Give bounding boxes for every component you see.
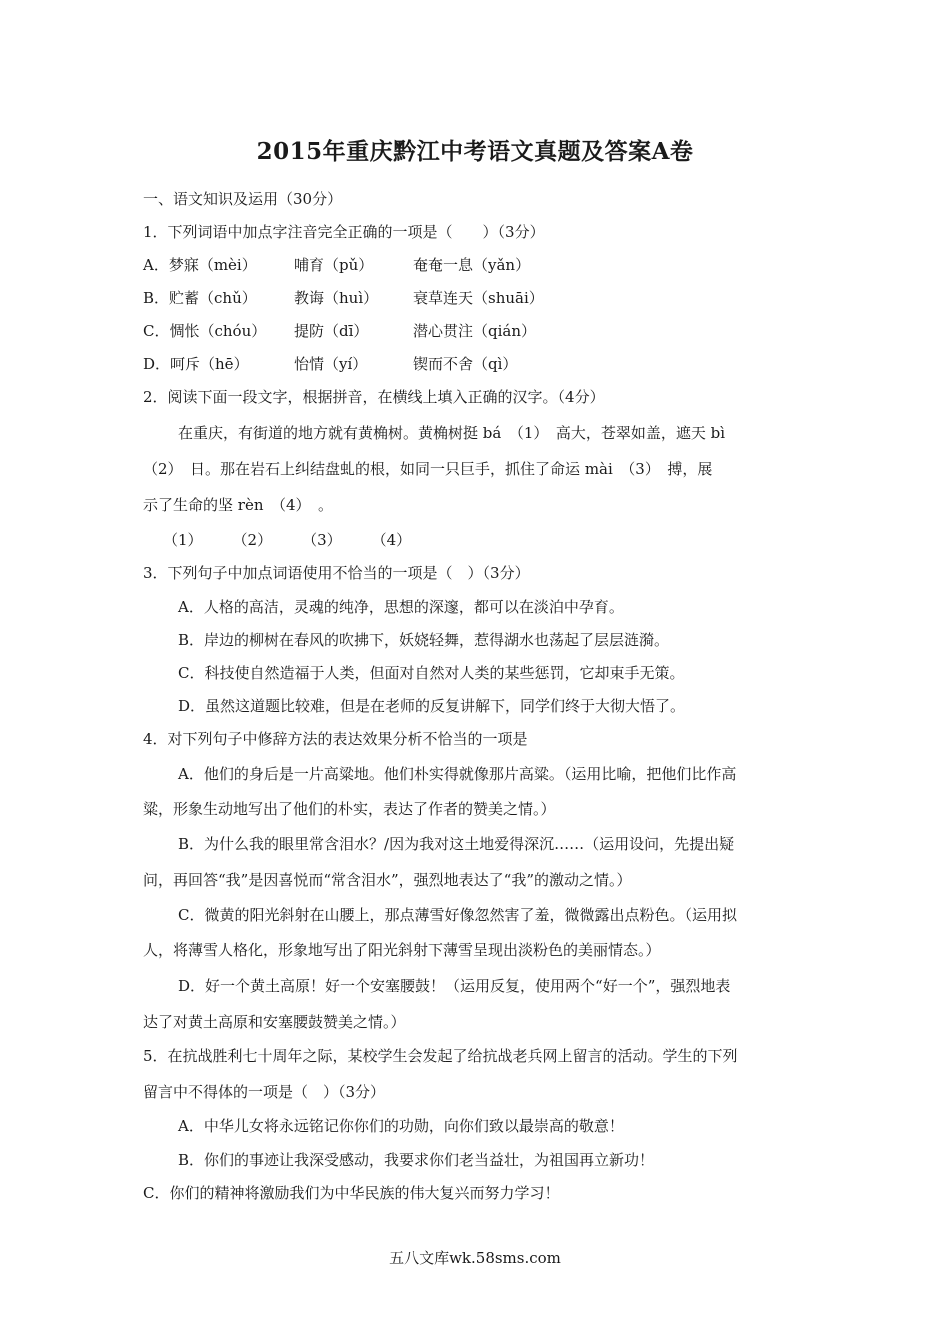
page-footer: 五八文库wk.58sms.com [389,1249,561,1267]
q4-option-a-line-2: 粱，形象生动地写出了他们的朴实，表达了作者的赞美之情。） [143,800,556,818]
section-heading: 一、语文知识及运用（30分） [143,190,343,208]
q3-option-c: C．科技使自然造福于人类，但面对自然对人类的某些惩罚，它却束手无策。 [178,664,685,682]
q5-option-c: C．你们的精神将激励我们为中华民族的伟大复兴而努力学习！ [143,1184,560,1202]
q2-passage-line-3: 示了生命的坚 rèn （4） 。 [143,496,334,514]
q1-option-d-word-2: 怡情（yí） [294,355,368,373]
q1-option-c-word-1: C．惆怅（chóu） [143,322,267,340]
q1-option-a-word-3: 奄奄一息（yǎn） [413,256,531,274]
question-4-stem: 4．对下列句子中修辞方法的表达效果分析不恰当的一项是 [143,730,528,748]
q5-option-a: A．中华儿女将永远铭记你你们的功勋，向你们致以最崇高的敬意！ [178,1117,624,1135]
q4-option-b-line-2: 问，再回答“我”是因喜悦而“常含泪水”，强烈地表达了“我”的激动之情。） [143,871,632,889]
q1-option-b-word-1: B．贮蓄（chǔ） [143,289,257,307]
q1-option-b-word-2: 教诲（huì） [294,289,379,307]
q1-option-b-word-3: 衰草连天（shuāi） [413,289,544,307]
q4-option-d-line-1: D．好一个黄土高原！好一个安塞腰鼓！（运用反复，使用两个“好一个”，强烈地表 [178,977,731,995]
q1-option-c-word-2: 提防（dī） [294,322,369,340]
question-5-stem-line-2: 留言中不得体的一项是（ ）（3分） [143,1083,386,1101]
q3-option-a: A．人格的高洁，灵魂的纯净，思想的深邃，都可以在淡泊中孕育。 [178,598,624,616]
q3-option-b: B．岸边的柳树在春风的吹拂下，妖娆轻舞，惹得湖水也荡起了层层涟漪。 [178,631,670,649]
q4-option-b-line-1: B．为什么我的眼里常含泪水？/因为我对这土地爱得深沉……（运用设问，先提出疑 [178,835,735,853]
q1-option-a-word-1: A．梦寐（mèi） [143,256,257,274]
q4-option-c-line-2: 人，将薄雪人格化，形象地写出了阳光斜射下薄雪呈现出淡粉色的美丽情态。） [143,941,661,959]
question-2-stem: 2．阅读下面一段文字，根据拼音，在横线上填入正确的汉字。（4分） [143,388,605,406]
q4-option-c-line-1: C．微黄的阳光斜射在山腰上，那点薄雪好像忽然害了羞，微微露出点粉色。（运用拟 [178,906,737,924]
q4-option-d-line-2: 达了对黄土高原和安塞腰鼓赞美之情。） [143,1013,406,1031]
q3-option-d: D．虽然这道题比较难，但是在老师的反复讲解下，同学们终于大彻大悟了。 [178,697,686,715]
question-5-stem-line-1: 5．在抗战胜利七十周年之际，某校学生会发起了给抗战老兵网上留言的活动。学生的下列 [143,1047,738,1065]
q1-option-c-word-3: 潜心贯注（qián） [413,322,537,340]
question-3-stem: 3．下列句子中加点词语使用不恰当的一项是（ ）（3分） [143,564,530,582]
q2-passage-line-1: 在重庆，有街道的地方就有黄桷树。黄桷树挺 bá （1） 高大，苍翠如盖，遮天 bì [178,424,726,442]
q4-option-a-line-1: A．他们的身后是一片高粱地。他们朴实得就像那片高粱。（运用比喻，把他们比作高 [178,765,737,783]
q1-option-d-word-1: D．呵斥（hē） [143,355,249,373]
q2-answer-blanks: （1） （2） （3） （4） [163,531,412,549]
q1-option-d-word-3: 锲而不舍（qì） [413,355,518,373]
document-title: 2015年重庆黔江中考语文真题及答案A卷 [256,138,694,165]
q2-passage-line-2: （2） 日。那在岩石上纠结盘虬的根，如同一只巨手，抓住了命运 mài （3） 搏，展 [143,460,713,478]
question-1-stem: 1．下列词语中加点字注音完全正确的一项是（ ）（3分） [143,223,545,241]
q1-option-a-word-2: 哺育（pǔ） [294,256,374,274]
q5-option-b: B．你们的事迹让我深受感动，我要求你们老当益壮，为祖国再立新功！ [178,1151,655,1169]
